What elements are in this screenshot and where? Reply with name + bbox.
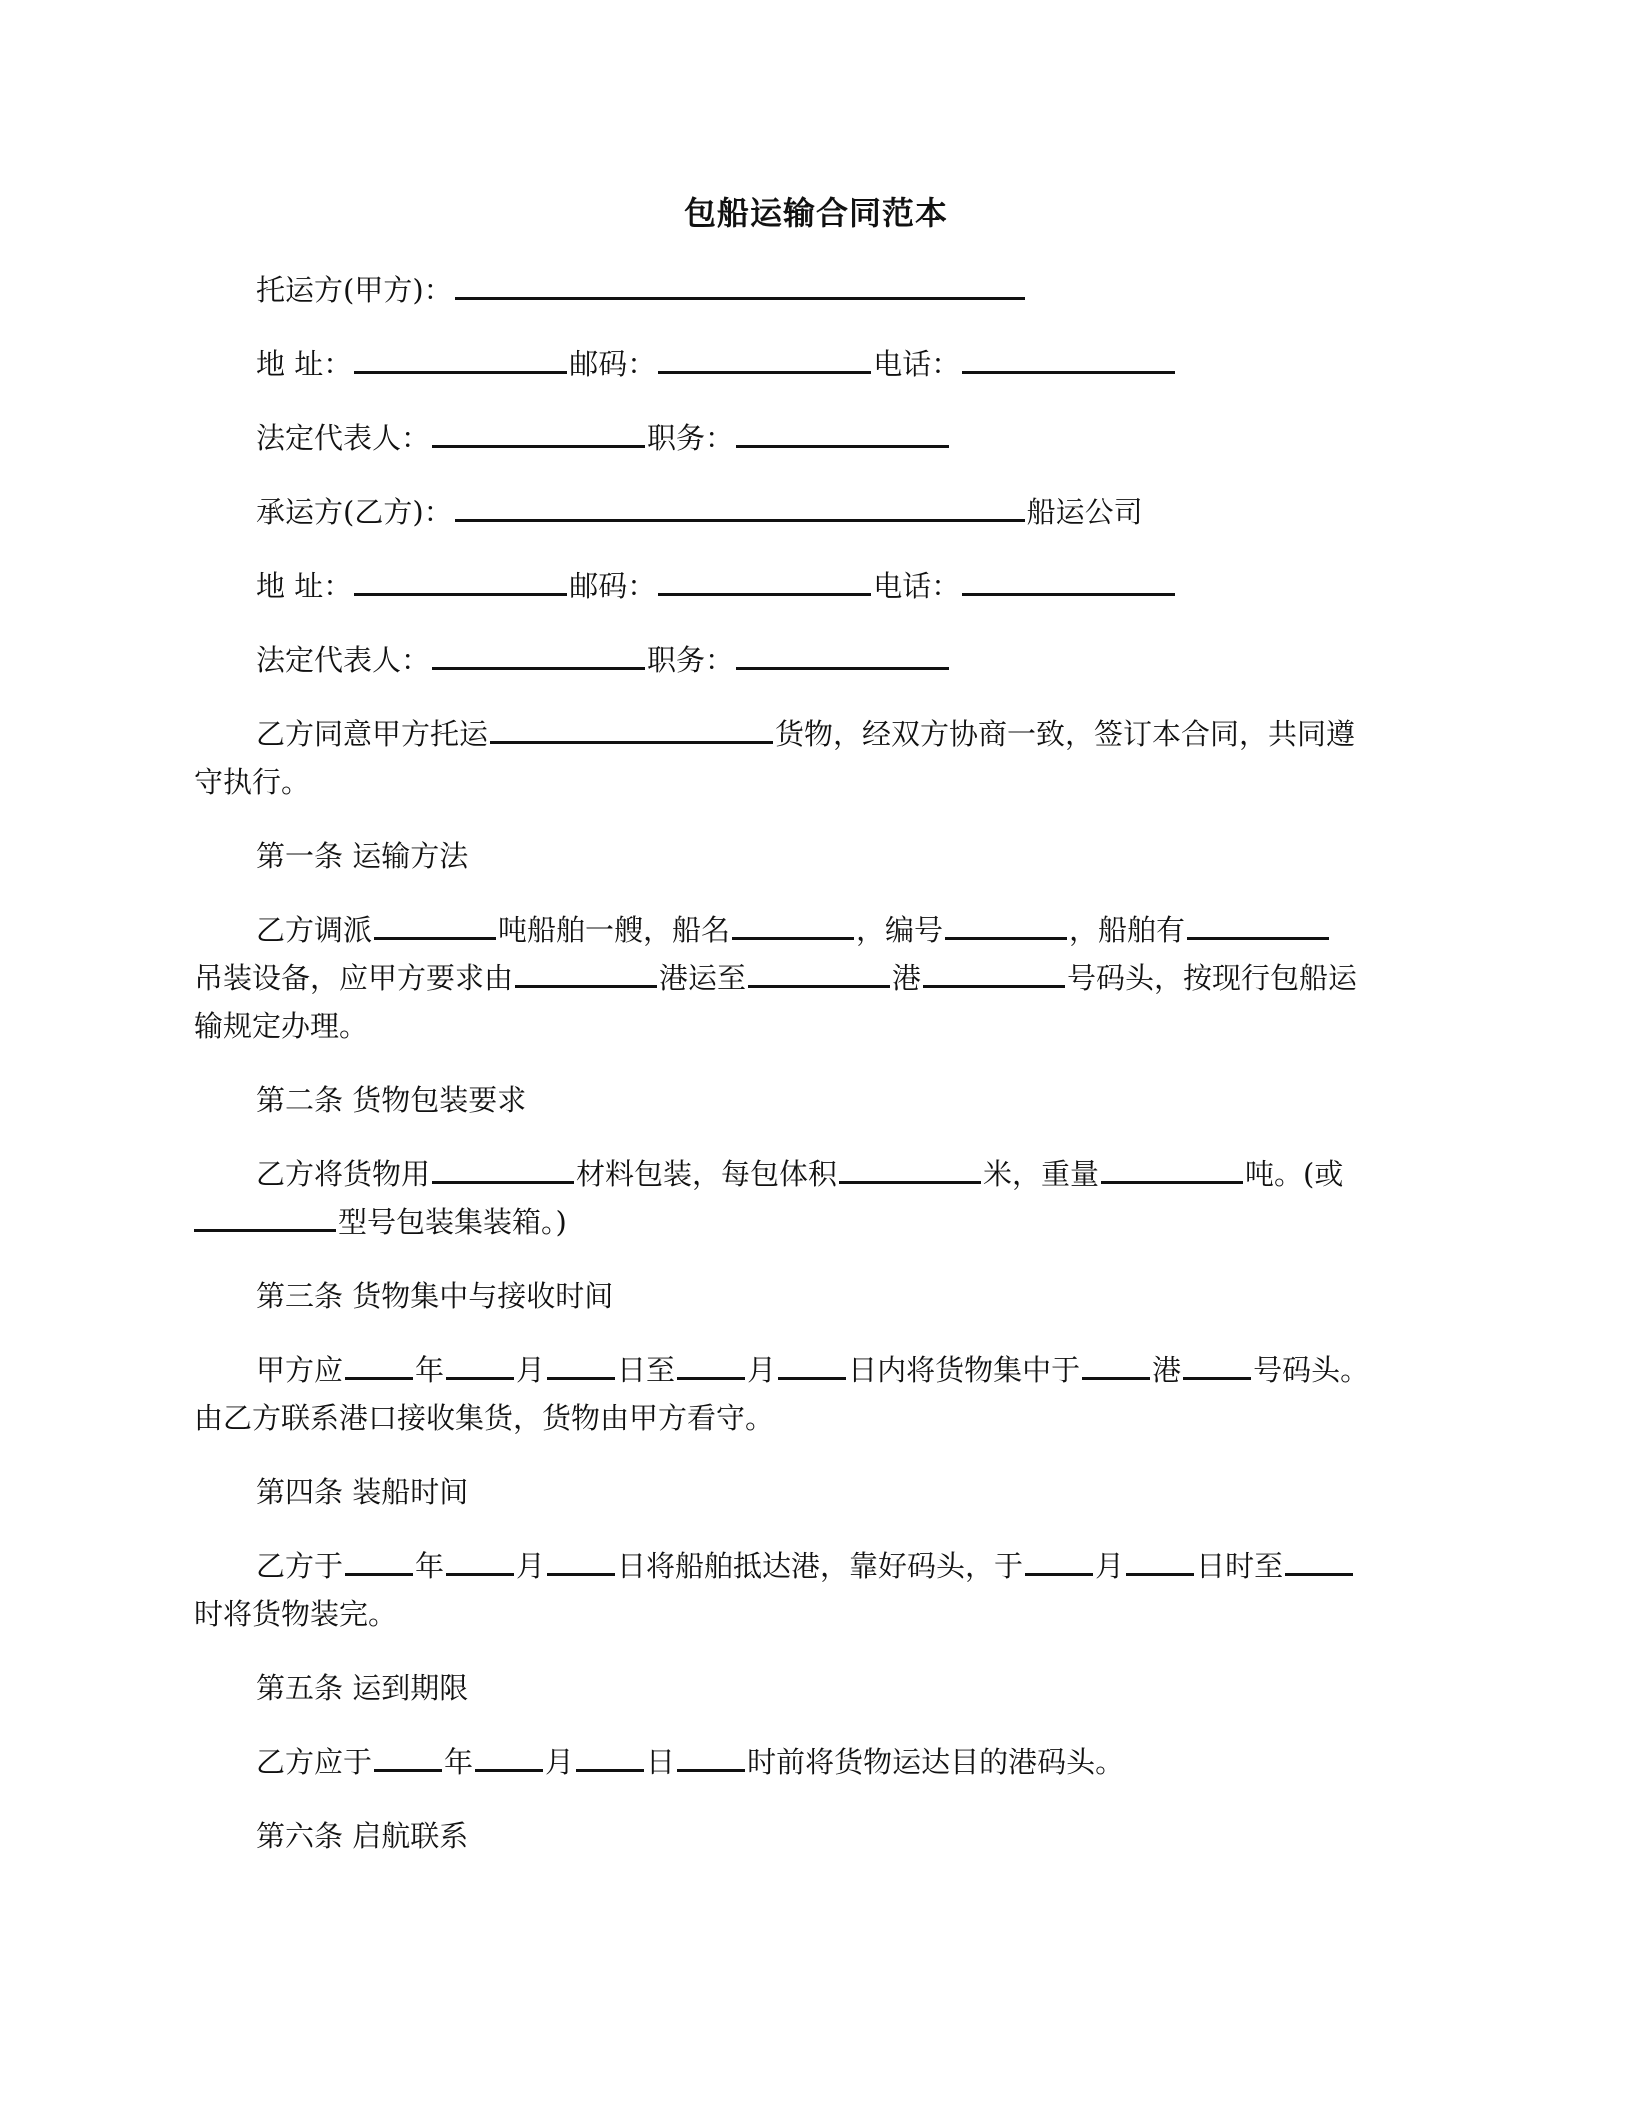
collect-day-from-blank[interactable]: [547, 1351, 615, 1380]
ship-number-blank[interactable]: [945, 911, 1067, 940]
party-a-address-blank[interactable]: [354, 345, 567, 374]
art3-text-a: 甲方应: [256, 1353, 344, 1387]
party-b-address-label: 地 址：: [256, 569, 353, 603]
art3-day-in: 日内将货物集中于: [848, 1353, 1081, 1387]
collect-month-to-blank[interactable]: [677, 1351, 745, 1380]
party-b-phone-label: 电话：: [873, 569, 961, 603]
arrive-month-blank[interactable]: [446, 1547, 514, 1576]
art5-month: 月: [545, 1745, 575, 1779]
party-b-address-blank[interactable]: [354, 567, 567, 596]
party-a-address-label: 地 址：: [256, 347, 353, 381]
party-b-address-line: [256, 566, 1177, 606]
article-4-line-2: [194, 1594, 397, 1634]
party-b-position-blank[interactable]: [736, 641, 949, 670]
party-b-rep-label: 法定代表人：: [256, 643, 431, 677]
collect-day-to-blank[interactable]: [778, 1351, 846, 1380]
article-2-line-1: [256, 1154, 1343, 1194]
article-4-heading: 第四条 装船时间: [256, 1475, 469, 1509]
article-5-heading: 第五条 运到期限: [256, 1671, 469, 1705]
article-1-line-1: [256, 910, 1331, 950]
art2-text-a: 乙方将货物用: [256, 1157, 431, 1191]
lifting-equipment-blank[interactable]: [1187, 911, 1329, 940]
destination-port-blank[interactable]: [748, 959, 890, 988]
art1-text-d: ，船舶有: [1069, 913, 1186, 947]
package-weight-blank[interactable]: [1101, 1155, 1243, 1184]
article-3-line-2: [194, 1398, 774, 1438]
art1-text-a: 乙方调派: [256, 913, 373, 947]
art3-dock: 号码头。: [1253, 1353, 1370, 1387]
collect-port-blank[interactable]: [1082, 1351, 1150, 1380]
article-1-heading: 第一条 运输方法: [256, 839, 469, 873]
party-b-postcode-blank[interactable]: [658, 567, 871, 596]
art5-text-a: 乙方应于: [256, 1745, 373, 1779]
arrive-day-blank[interactable]: [547, 1547, 615, 1576]
art1-text-h: 号码头，按现行包船运: [1067, 961, 1358, 995]
art3-month: 月: [516, 1353, 546, 1387]
party-b-label: 承运方(乙方)：: [256, 495, 453, 529]
intro-line-1: [256, 714, 1355, 754]
art1-text-i: 输规定办理。: [194, 1009, 369, 1043]
art5-text-b: 时前将货物运达目的港码头。: [747, 1745, 1125, 1779]
article-1-line-3: [194, 1006, 368, 1046]
intro-text-3: 守执行。: [194, 765, 311, 799]
party-a-postcode-label: 邮码：: [569, 347, 657, 381]
load-day-blank[interactable]: [1126, 1547, 1194, 1576]
party-b-rep-line: [256, 640, 951, 680]
page-title: 包船运输合同范本: [683, 194, 948, 232]
article-3-heading: 第三条 货物集中与接收时间: [256, 1279, 614, 1313]
article-2-heading: 第二条 货物包装要求: [256, 1083, 527, 1117]
art5-year: 年: [444, 1745, 474, 1779]
article-3-line-1: [256, 1350, 1369, 1390]
intro-text-1: 乙方同意甲方托运: [256, 717, 489, 751]
art4-text-d: 时将货物装完。: [194, 1597, 398, 1631]
party-b-rep-blank[interactable]: [432, 641, 645, 670]
art4-text-b: 日将船舶抵达港，靠好码头，于: [617, 1549, 1024, 1583]
collect-year-blank[interactable]: [345, 1351, 413, 1380]
art4-text-a: 乙方于: [256, 1549, 344, 1583]
party-b-phone-blank[interactable]: [962, 567, 1175, 596]
art2-text-d: 吨。(或: [1245, 1157, 1344, 1191]
article-1-line-2: [194, 958, 1357, 998]
art4-month-2: 月: [1095, 1549, 1125, 1583]
party-b-name-line: [256, 492, 1143, 532]
article-4-line-1: [256, 1546, 1355, 1586]
art4-year: 年: [415, 1549, 445, 1583]
load-month-blank[interactable]: [1025, 1547, 1093, 1576]
art2-text-e: 型号包装集装箱。): [338, 1205, 567, 1239]
article-5-line-1: [256, 1742, 1124, 1782]
deliver-month-blank[interactable]: [475, 1743, 543, 1772]
collect-month-blank[interactable]: [446, 1351, 514, 1380]
party-a-name-blank[interactable]: [455, 271, 1025, 300]
art4-text-c: 日时至: [1196, 1549, 1284, 1583]
art2-text-c: 米，重量: [983, 1157, 1100, 1191]
art1-text-b: 吨船舶一艘，船名: [498, 913, 731, 947]
intro-line-2: [194, 762, 310, 802]
party-a-address-line: [256, 344, 1177, 384]
intro-text-2: 货物，经双方协商一致，签订本合同，共同遵: [775, 717, 1356, 751]
party-b-suffix: 船运公司: [1026, 495, 1143, 529]
art3-day-to: 日至: [617, 1353, 676, 1387]
art1-text-g: 港: [892, 961, 922, 995]
art5-day: 日: [646, 1745, 676, 1779]
art3-port: 港: [1152, 1353, 1182, 1387]
party-a-name-line: [256, 270, 1027, 310]
party-a-position-blank[interactable]: [736, 419, 949, 448]
article-6-heading: 第六条 启航联系: [256, 1819, 469, 1853]
dock-number-blank[interactable]: [923, 959, 1065, 988]
arrive-year-blank[interactable]: [345, 1547, 413, 1576]
cargo-blank[interactable]: [490, 715, 773, 744]
deliver-day-blank[interactable]: [576, 1743, 644, 1772]
article-2-line-2: [194, 1202, 567, 1242]
party-a-position-label: 职务：: [647, 421, 735, 455]
party-a-phone-label: 电话：: [873, 347, 961, 381]
package-volume-blank[interactable]: [839, 1155, 981, 1184]
party-b-position-label: 职务：: [647, 643, 735, 677]
collect-dock-blank[interactable]: [1183, 1351, 1251, 1380]
party-a-rep-line: [256, 418, 951, 458]
load-hour-blank[interactable]: [1285, 1547, 1353, 1576]
party-a-label: 托运方(甲方)：: [256, 273, 453, 307]
party-a-rep-label: 法定代表人：: [256, 421, 431, 455]
origin-port-blank[interactable]: [515, 959, 657, 988]
container-model-blank[interactable]: [194, 1203, 336, 1232]
party-a-postcode-blank[interactable]: [658, 345, 871, 374]
party-a-phone-blank[interactable]: [962, 345, 1175, 374]
deliver-hour-blank[interactable]: [677, 1743, 745, 1772]
party-a-rep-blank[interactable]: [432, 419, 645, 448]
art1-text-c: ，编号: [856, 913, 944, 947]
deliver-year-blank[interactable]: [374, 1743, 442, 1772]
packaging-material-blank[interactable]: [432, 1155, 574, 1184]
art3-text-b: 由乙方联系港口接收集货，货物由甲方看守。: [194, 1401, 775, 1435]
art1-text-e: 吊装设备，应甲方要求由: [194, 961, 514, 995]
art2-text-b: 材料包装，每包体积: [576, 1157, 838, 1191]
party-b-name-blank[interactable]: [455, 493, 1025, 522]
party-b-postcode-label: 邮码：: [569, 569, 657, 603]
art1-text-f: 港运至: [659, 961, 747, 995]
art3-month-2: 月: [747, 1353, 777, 1387]
ship-name-blank[interactable]: [732, 911, 854, 940]
tonnage-blank[interactable]: [374, 911, 496, 940]
art4-month: 月: [516, 1549, 546, 1583]
art3-year: 年: [415, 1353, 445, 1387]
